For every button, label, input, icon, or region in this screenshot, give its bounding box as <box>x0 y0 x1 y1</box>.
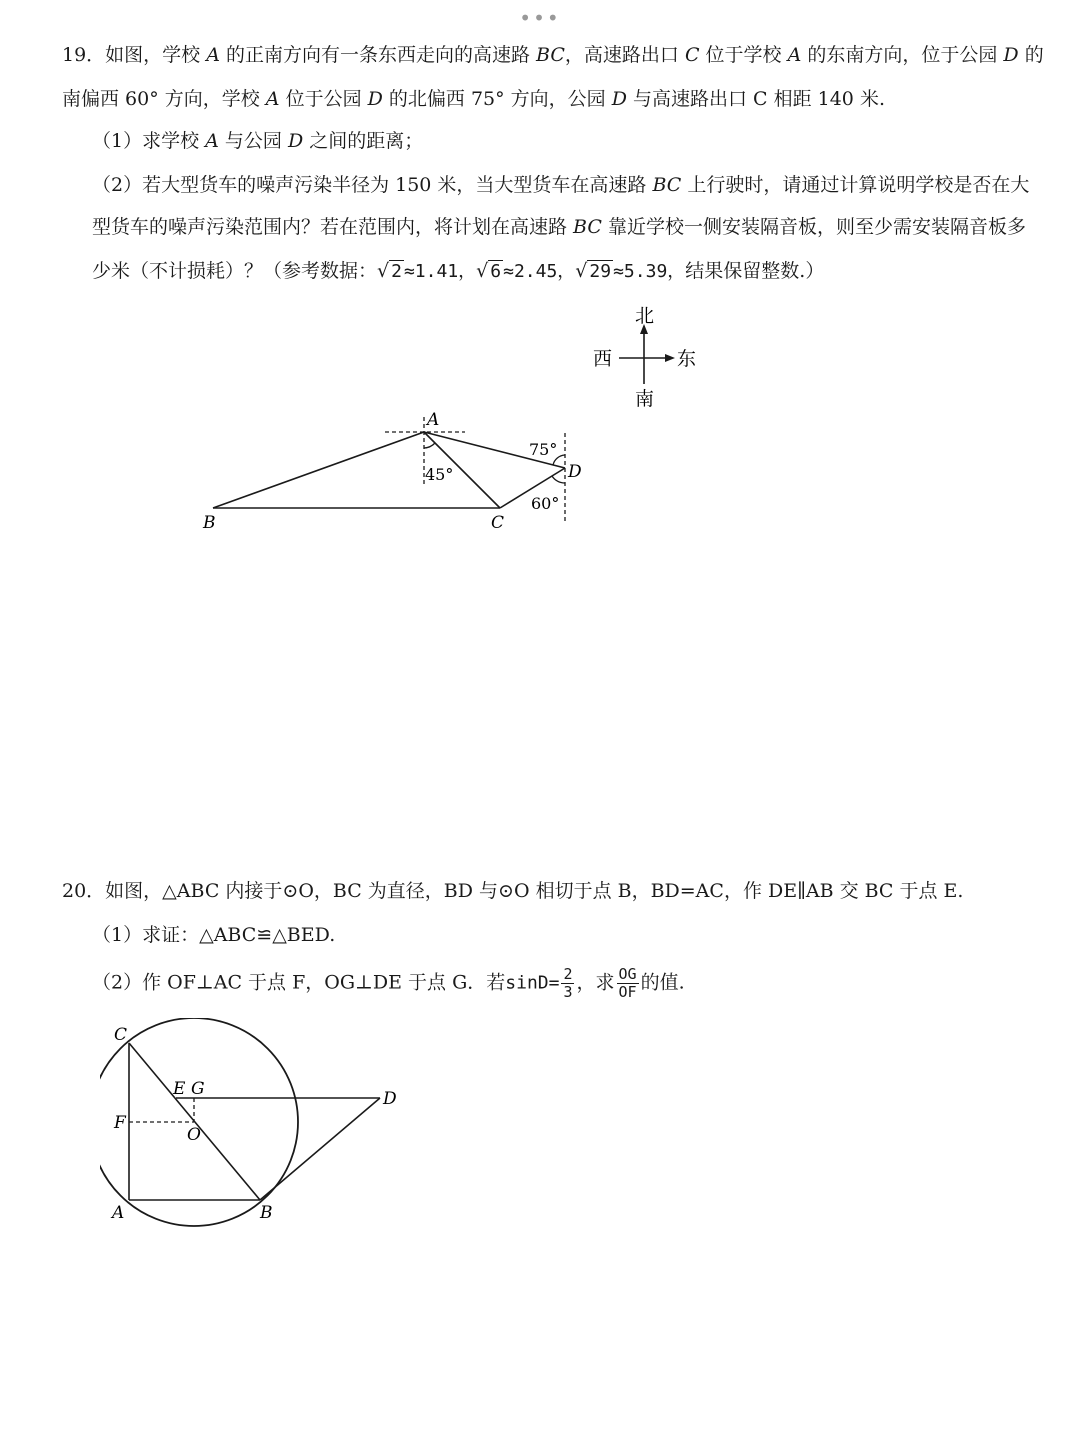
compass-east-label: 东 <box>677 348 697 370</box>
q19-line-2: 南偏西 60° 方向，学校 A 位于公园 D 的北偏西 75° 方向，公园 D 与高速路出口 C 相距 140 米. <box>62 88 885 110</box>
fig19-angle-75: 75° <box>529 440 558 459</box>
fig19-angle-60: 60° <box>531 494 560 513</box>
q19-part-2-line-1: （2）若大型货车的噪声污染半径为 150 米，当大型货车在高速路 BC 上行驶时，请通过计算说明学校是否在大 <box>92 174 1030 196</box>
q19-line-1: 19．如图，学校 A 的正南方向有一条东西走向的高速路 BC，高速路出口 C 位于学校 A 的东南方向，位于公园 D 的 <box>62 44 1044 66</box>
fig20-label-e: E <box>173 1079 186 1099</box>
sqrt-2: √ 2 <box>377 260 402 282</box>
compass-south-label: 南 <box>635 388 655 410</box>
fig19-label-d: D <box>568 462 582 482</box>
q20-part-1: （1）求证：△ABC≌△BED. <box>92 924 336 946</box>
compass-diagram <box>585 300 705 415</box>
q19-part-2-line-3: 少米（不计损耗）？（参考数据：√ 2 ≈1.41，√ 6 ≈2.45，√ 29 ≈5.39，结果保留整数.） <box>92 256 824 287</box>
page-menu-dots[interactable]: ••• <box>519 6 561 30</box>
fig19-label-c: C <box>491 513 505 533</box>
sqrt-6: √ 6 <box>476 260 502 282</box>
fig20-label-a: A <box>112 1203 125 1223</box>
fig20-label-d: D <box>383 1089 397 1109</box>
q19-part-2-line-2: 型货车的噪声污染范围内？若在范围内，将计划在高速路 BC 靠近学校一侧安装隔音板，则至少需安装隔音板多 <box>92 216 1026 238</box>
fig20-label-f: F <box>114 1113 126 1133</box>
fig20-label-g: G <box>191 1079 205 1099</box>
fig19-angle-45: 45° <box>425 465 454 484</box>
figure-20-diagram <box>100 1018 420 1243</box>
compass-west-label: 西 <box>593 348 613 370</box>
compass-north-label: 北 <box>635 305 655 327</box>
q20-line-1: 20．如图，△ABC 内接于⊙O，BC 为直径，BD 与⊙O 相切于点 B，BD=AC，作 DE∥AB 交 BC 于点 E. <box>62 880 964 902</box>
q19-part-1: （1）求学校 A 与公园 D 之间的距离； <box>92 130 424 152</box>
fig19-label-a: A <box>427 410 440 430</box>
fraction-two-thirds: $\frac{2}{3}$ <box>563 965 573 1001</box>
fig20-label-b: B <box>260 1203 273 1223</box>
figure-19-diagram <box>195 405 595 540</box>
fraction-og-of: $\frac{OG}{OF}$ <box>618 965 637 1001</box>
q20-part-2: （2）作 OF⊥AC 于点 F，OG⊥DE 于点 G．若sinD= $\frac{2}{3}$ ，求 $\frac{OG}{OF}$ 的值. <box>92 965 685 1001</box>
fig20-label-o: O <box>187 1125 201 1145</box>
sqrt-29: √ 29 <box>575 260 612 282</box>
fig19-label-b: B <box>203 513 216 533</box>
fig20-label-c: C <box>114 1025 128 1045</box>
